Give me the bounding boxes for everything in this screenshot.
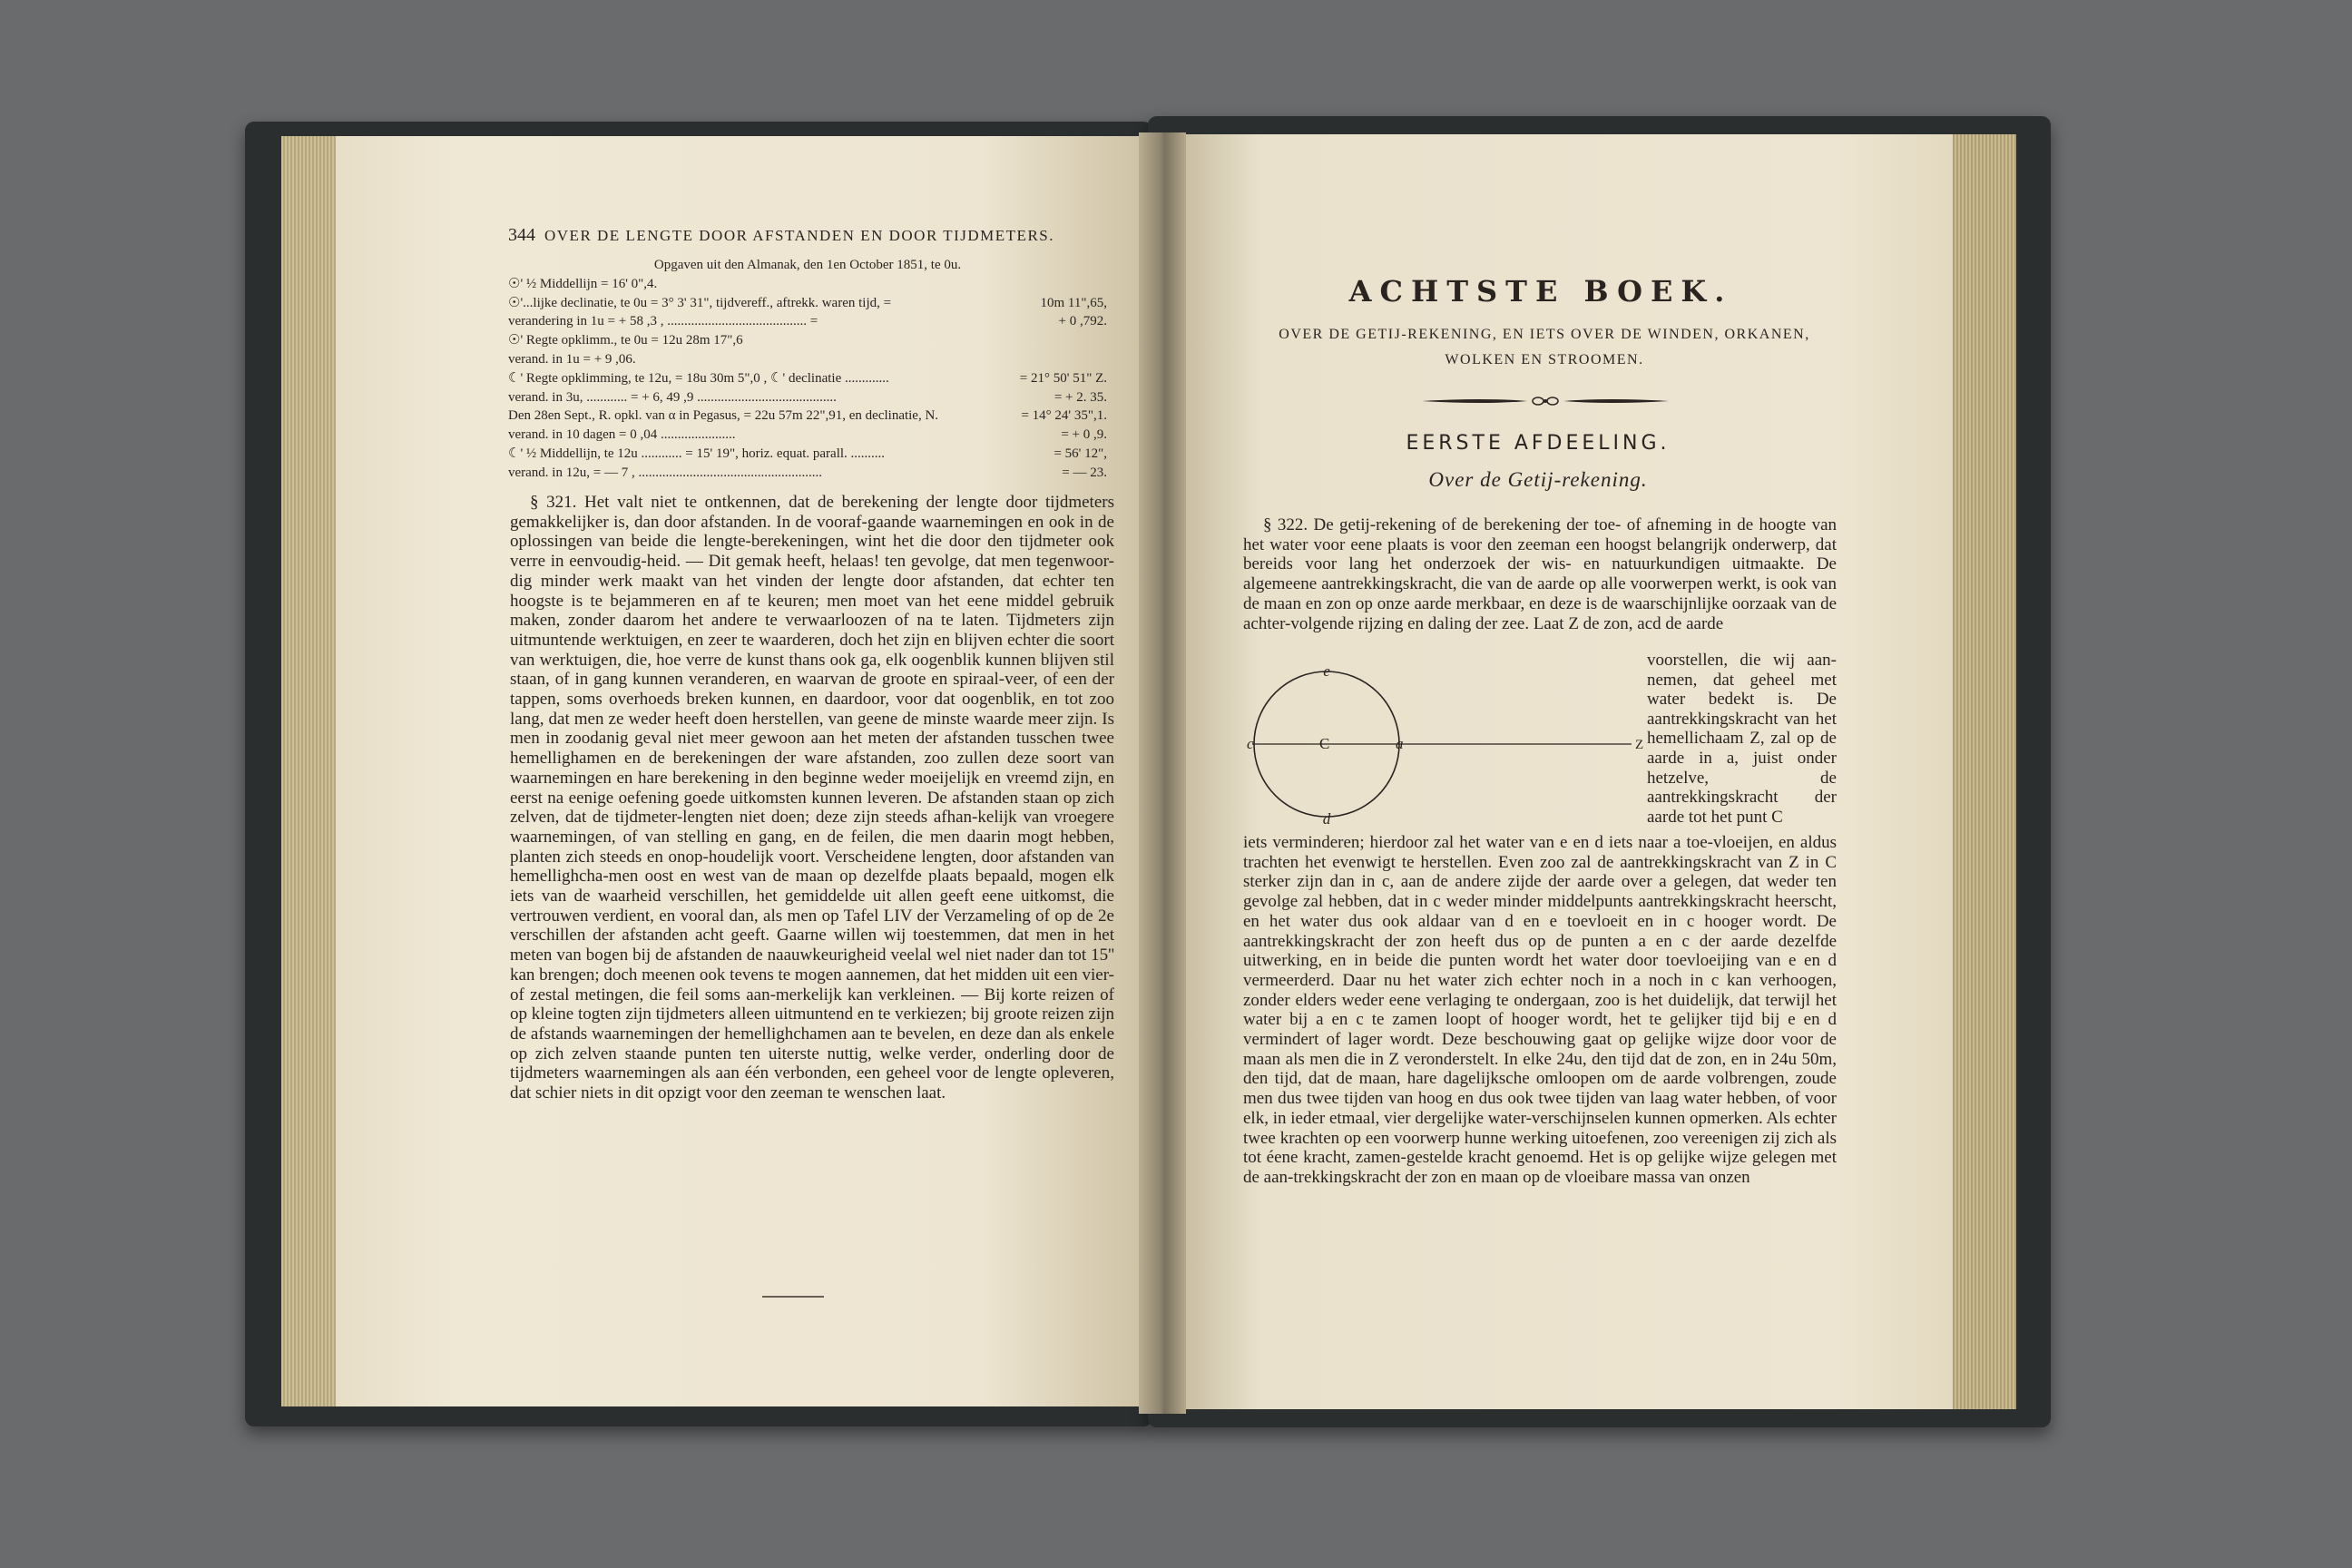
label-d: d [1322, 810, 1331, 826]
almanac-row-value: = — 23. [1062, 465, 1107, 480]
book-subtitle-line-1: OVER DE GETIJ-REKENING, EN IETS OVER DE WINDEN, ORKANEN, [1279, 327, 1810, 342]
almanac-row [508, 407, 1107, 426]
almanac-row-label: verand. in 12u, = — 7 , ...................................................... [508, 465, 822, 480]
almanac-row [508, 275, 1107, 294]
paragraph-322-rest-text: iets verminderen; hierdoor zal het water van e en d iets naar a toe-vloeijen, en aldus trachten het evenwigt te herstellen. Even zoo zal de aantrekkingskracht van Z in C sterker zijn dan in c, aan de andere zijde der aarde over a gelegen, dat weder ten gevolge zal hebben, dat in c weder minder middelpunts aantrekkingskracht heerscht, en het water dus ook aldaar van d en e toevloeit en in c hooger wordt. De aantrekkingskracht der zon heeft dus op de punten a en c der aarde dezelfde uitwerking, en in beide die punten wordt het water door toevloeijing van e en d vermeerderd. Daar nu het water zich echter noch in a noch in c kan verhoogen, zonder elders weder eene verlaging te ondergaan, zoo is het duidelijk, dat terwijl het water bij a en c te zamen loopt of hooger wordt, het te gelijker tijd bij e en d vermindert of lager wordt. Deze beschouwing gaat op gelijke wijze door voor de maan als men die in Z veronderstelt. In elke 24u, den tijd dat de zon, en in 24u 50m, den tijd, dat de maan, hare dagelijksche omloopen om de aarde volbrengen, zoude men dus twee tijden van hoog en dus ook twee tijden van laag water hebben, of voor elk, in ieder etmaal, vier dergelijke water-verschijnselen kunnen opmerken. Als echter twee krachten op een voorwerp hunne werking uitoefenen, zoo vereenigen zij zich als tot éene kracht, zamen-gestelde kracht genoemd. Het is op gelijke wijze gelegen met de aan-trekkingskracht der zon en maan op de vloeibare massa van onzen [1243, 833, 1837, 1187]
almanac-row-value: 10m 11",65, [1040, 295, 1107, 310]
right-page-edges [1951, 134, 2016, 1409]
paragraph-322-wrap [1647, 651, 1837, 827]
page-number: 344 [508, 225, 535, 245]
almanac-row-value: = 21° 50' 51" Z. [1019, 370, 1107, 386]
almanac-row [508, 369, 1107, 388]
almanac-row-value: = + 0 ,9. [1061, 427, 1107, 443]
almanac-row-value: = + 2. 35. [1054, 389, 1107, 405]
almanac-row [508, 426, 1107, 445]
almanac-row-label: ☾' ½ Middellijn, te 12u ............ = 15' 19", horiz. equat. parall. .......... [508, 446, 886, 461]
almanac-row-label: verand. in 3u, ............ = + 6, 49 ,9 ......................................... [508, 389, 837, 405]
section-title: EERSTE AFDEELING. [1406, 432, 1671, 455]
almanac-row-label: ☉' Regte opklimm., te 0u = 12u 28m 17",6 [508, 333, 743, 348]
section-subtitle: Over de Getij-rekening. [1428, 468, 1648, 491]
left-page-edges [281, 136, 336, 1406]
book-subtitle [1227, 322, 1862, 373]
almanac-row-value: = 56' 12", [1054, 446, 1107, 461]
paragraph-322-wrap-text: voorstellen, die wij aan-nemen, dat geheel met water bedekt is. De aantrekkingskracht van het hemellichaam Z, zal op de aarde in a, juist onder hetzelve, de aantrekkingskracht der aarde tot het punt C [1647, 651, 1837, 827]
almanac-heading: Opgaven uit den Almanak, den 1en October 1851, te 0u. [653, 258, 962, 272]
book-title: ACHTSTE BOEK. [1348, 274, 1733, 309]
almanac-rows [508, 275, 1107, 483]
almanac-table [508, 256, 1107, 483]
label-Z: Z [1635, 738, 1644, 752]
almanac-row-value: + 0 ,792. [1058, 314, 1107, 329]
tide-diagram [1243, 662, 1651, 826]
label-center-C: C [1319, 735, 1330, 752]
almanac-row [508, 464, 1107, 483]
running-head [508, 225, 1161, 246]
almanac-row-label: verand. in 1u = + 9 ,06. [508, 351, 636, 367]
almanac-row [508, 294, 1107, 313]
almanac-row-label: ☉'...lijke declinatie, te 0u = 3° 3' 31", tijdvereff., aftrekk. waren tijd, = [508, 295, 892, 310]
paragraph-322-text: § 322. De getij-rekening of de berekening der toe- of afneming in de hoogte van het water voor eene plaats is voor den zeeman een hoogst belangrijk onderwerp, dat bereids voor lang het onderzoek der wis- en natuurkundigen uitmaakte. De algemeene aantrekkingskracht, die van de aarde op alle voorwerpen werkt, is ook van de maan en zon op onze aarde merkbaar, en deze is de waarschijnlijke oorzaak van de achter-volgende rijzing en daling der zee. Laat Z de zon, acd de aarde [1243, 515, 1837, 633]
label-a: a [1396, 735, 1404, 752]
almanac-row-label: Den 28en Sept., R. opkl. van α in Pegasus, = 22u 57m 22",91, en declinatie, N. [508, 408, 939, 424]
almanac-row [508, 350, 1107, 369]
almanac-row-label: ☾' Regte opklimming, te 12u, = 18u 30m 5",0 , ☾' declinatie ............. [508, 370, 889, 386]
paragraph-321-text: § 321. Het valt niet te ontkennen, dat de berekening der lengte door tijdmeters gemakkelijker is, dan door afstanden. In de vooraf-gaande waarnemingen en ook in de oplossingen van beide die lengte-berekeningen, wint het die door den tijdmeter ook verre in eenvoudig-heid. — Dit gemak heeft, helaas! ten gevolge, dat men tegenwoor-dig minder werk maakt van het vinden der lengte door afstanden, dat echter ten hoogste is te bejammeren en af te keuren; men moet van het eene middel gebruik maken, zonder daarom het andere te verwaarloozen of na te laten. Tijdmeters zijn uitmuntende werktuigen, en zeer te waarderen, doch het zijn en blijven echter die soort van werktuigen, die, hoe verre de kunst thans ook ga, elk oogenblik kunnen blijven stil staan, of in gang kunnen veranderen, en waarvan de groote en spiraal-veer, of een der tappen, soms overhoeds breken kunnen, en daardoor, voor dat oogenblik, en tot zoo lang, dat men ze weder heeft doen herstellen, van geene de minste waarde meer zijn. Is men in zoodanig geval niet meer gewoon aan het meten der afstanden tusschen twee hemellighamen en de berekeningen der ware afstanden, zoo zullen deze soort van waarnemingen en hare berekening in den beginne weder moeijelijk en vreemd zijn, en eerst na eenige oefening goede uitkomsten kunnen leveren. De afstanden staan op zich zelven, dat de tijdmeter-lengten niet doen; deze zijn steeds afhan-kelijk van vroegere waarnemingen, of van stelling en gang, en de feilen, die men daarin mogt hebben, planten zich steeds en onop-houdelijk voort. Verscheidene lengten, door afstanden van hemellighcha-men oost en west van de maan op dezelfde plaats bepaald, mogen elk iets van de waarheid verschillen, het gemiddelde uit allen geeft eene uitkomst, die vertrouwen verdient, en vooral dan, als men op Tafel LIV der Verzameling of op de 2e verschillen der afstanden acht geeft. Gaarne willen wij toestemmen, dat men in het meten van bogen bij de afstanden de naauwkeurigheid veelal wel niet nader dan tot 15'' kan brengen; doch meenen ook tevens te mogen aannemen, dat het midden uit een vier- of zestal metingen, die feil soms aan-merkelijk kan verkleinen. — Bij korte reizen of op kleine togten zijn tijdmeters alleen uitmuntend en te verkiezen; bij groote reizen zijn de afstands waarnemingen der hemellighchamen aan te bevelen, en deze dan als enkele op zich zelven staande punten ten uiterste nuttig, welke verder, onderling door de tijdmeters waarnemingen als aan één verbonden, een geheel voor de lengte opleveren, dat schier niets in dit opzigt voor den zeeman te wenschen laat. [510, 493, 1114, 1103]
label-e: e [1323, 662, 1330, 680]
ornament-divider [1420, 395, 1671, 407]
almanac-row-label: verand. in 10 dagen = 0 ,04 ...................... [508, 427, 736, 443]
book-subtitle-line-2: WOLKEN EN STROOMEN. [1445, 352, 1644, 368]
almanac-row [508, 331, 1107, 350]
almanac-row-label: verandering in 1u = + 58 ,3 , ......................................... = [508, 314, 818, 329]
paragraph-321 [510, 493, 1114, 1103]
almanac-row-label: ☉' ½ Middellijn = 16' 0",4. [508, 276, 658, 291]
page-end-rule [762, 1296, 824, 1298]
running-head-title: OVER DE LENGTE DOOR AFSTANDEN EN DOOR TIJDMETERS. [544, 227, 1054, 244]
book-gutter [1139, 132, 1186, 1414]
almanac-row [508, 445, 1107, 464]
almanac-row [508, 312, 1107, 331]
almanac-row-value: = 14° 24' 35",1. [1021, 408, 1107, 424]
paragraph-322-top [1243, 515, 1837, 633]
label-c: c [1247, 735, 1254, 752]
almanac-row [508, 388, 1107, 407]
paragraph-322-rest [1243, 833, 1837, 1188]
